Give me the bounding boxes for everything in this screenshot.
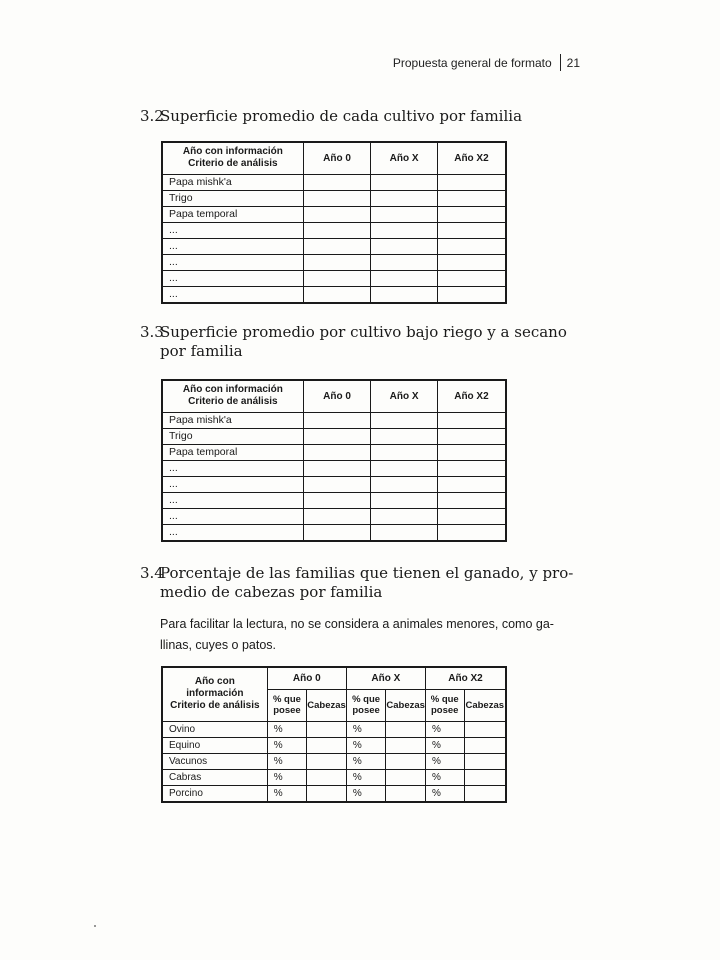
section-number: 3.3 (140, 323, 164, 341)
pct-cell: % (346, 721, 386, 737)
row-label: ... (162, 492, 303, 508)
row-label: ... (162, 222, 303, 238)
pct-cell: % (267, 785, 307, 802)
row-label: ... (162, 476, 303, 492)
table-row (162, 174, 506, 190)
section-number: 3.4 (140, 564, 164, 582)
table-row (162, 737, 506, 753)
section-title-line1: Porcentaje de las familias que tienen el ganado, y pro- (160, 564, 574, 582)
criteria-header-line1: Año con (194, 676, 235, 688)
criteria-header-line3: Criterio de análisis (170, 700, 260, 712)
row-label: Trigo (162, 428, 303, 444)
pct-cell: % (267, 737, 307, 753)
row-label: Vacunos (162, 753, 267, 769)
row-label: ... (162, 286, 303, 303)
section-3-2-heading (140, 107, 600, 126)
section-title-line1: Superficie promedio por cultivo bajo riego y a secano (160, 323, 567, 341)
criteria-header-line2: información (186, 688, 244, 700)
table-row (162, 254, 506, 270)
table-row (162, 428, 506, 444)
row-label: Papa mishk'a (162, 412, 303, 428)
table-row (162, 721, 506, 737)
pct-cell: % (425, 753, 464, 769)
row-label: ... (162, 508, 303, 524)
criteria-header-line2: Criterio de análisis (188, 158, 278, 170)
row-label: Trigo (162, 190, 303, 206)
table-row (162, 460, 506, 476)
year-header: Año X (346, 667, 425, 689)
heads-header: Cabezas (307, 689, 347, 721)
year-header: Año 0 (267, 667, 346, 689)
irrigation-table (161, 379, 507, 542)
table-row (162, 190, 506, 206)
criteria-header-line1: Año con información (182, 146, 283, 158)
body-paragraph (160, 614, 580, 656)
crop-area-table (161, 141, 507, 304)
pct-cell: % (267, 721, 307, 737)
paragraph-line1: Para facilitar la lectura, no se considera a animales menores, como ga- (160, 617, 554, 631)
section-title-line2: medio de cabezas por familia (160, 583, 383, 601)
heads-header: Cabezas (464, 689, 506, 721)
row-label: Ovino (162, 721, 267, 737)
pct-header-line1: % que (352, 694, 381, 705)
row-label: ... (162, 270, 303, 286)
row-label: Cabras (162, 769, 267, 785)
pct-header (346, 689, 386, 721)
table-row (162, 492, 506, 508)
criteria-header-line1: Año con información (182, 384, 283, 396)
pct-header-line2: posee (431, 705, 459, 716)
row-label: Papa mishk'a (162, 174, 303, 190)
table-row (162, 769, 506, 785)
section-title-line2: por familia (160, 342, 243, 360)
pct-cell: % (425, 769, 464, 785)
pct-header (425, 689, 464, 721)
column-header: Año X2 (437, 142, 506, 174)
table-row (162, 270, 506, 286)
paragraph-line2: llinas, cuyes o patos. (160, 638, 277, 652)
running-head-title: Propuesta general de formato (392, 55, 552, 70)
row-label: Equino (162, 737, 267, 753)
row-label: Papa temporal (162, 206, 303, 222)
heads-header: Cabezas (386, 689, 426, 721)
row-label: ... (162, 238, 303, 254)
running-head (393, 54, 580, 71)
pct-header-line1: % que (430, 694, 459, 705)
pct-cell: % (425, 737, 464, 753)
criteria-header (162, 380, 303, 412)
table-row (162, 206, 506, 222)
row-label: ... (162, 254, 303, 270)
section-3-3-heading (140, 323, 600, 361)
table-row (162, 785, 506, 802)
column-header: Año 0 (303, 380, 371, 412)
section-title: Superficie promedio de cada cultivo por familia (160, 107, 523, 125)
table-row (162, 286, 506, 303)
table-row (162, 444, 506, 460)
page-number: 21 (566, 55, 580, 70)
pct-cell: % (425, 785, 464, 802)
table-row (162, 238, 506, 254)
pct-cell: % (267, 753, 307, 769)
running-head-divider (560, 54, 561, 71)
pct-cell: % (346, 785, 386, 802)
pct-cell: % (267, 769, 307, 785)
column-header: Año X2 (437, 380, 506, 412)
table-row (162, 412, 506, 428)
table-row (162, 476, 506, 492)
criteria-header (162, 142, 303, 174)
table-row (162, 222, 506, 238)
section-3-4-heading (140, 564, 600, 602)
row-label: ... (162, 524, 303, 541)
table-row (162, 524, 506, 541)
table-row (162, 753, 506, 769)
pct-cell: % (425, 721, 464, 737)
table-row (162, 508, 506, 524)
pct-header (267, 689, 307, 721)
year-header: Año X2 (425, 667, 506, 689)
stray-mark (94, 925, 96, 927)
pct-header-line1: % que (272, 694, 301, 705)
pct-header-line2: posee (273, 705, 301, 716)
livestock-table (161, 666, 507, 803)
column-header: Año X (371, 380, 438, 412)
pct-cell: % (346, 737, 386, 753)
row-label: ... (162, 460, 303, 476)
row-label: Papa temporal (162, 444, 303, 460)
row-label: Porcino (162, 785, 267, 802)
column-header: Año 0 (303, 142, 371, 174)
criteria-header-line2: Criterio de análisis (188, 396, 278, 408)
pct-cell: % (346, 769, 386, 785)
column-header: Año X (371, 142, 438, 174)
section-number: 3.2 (140, 107, 164, 125)
criteria-header (162, 667, 267, 721)
pct-cell: % (346, 753, 386, 769)
pct-header-line2: posee (352, 705, 380, 716)
